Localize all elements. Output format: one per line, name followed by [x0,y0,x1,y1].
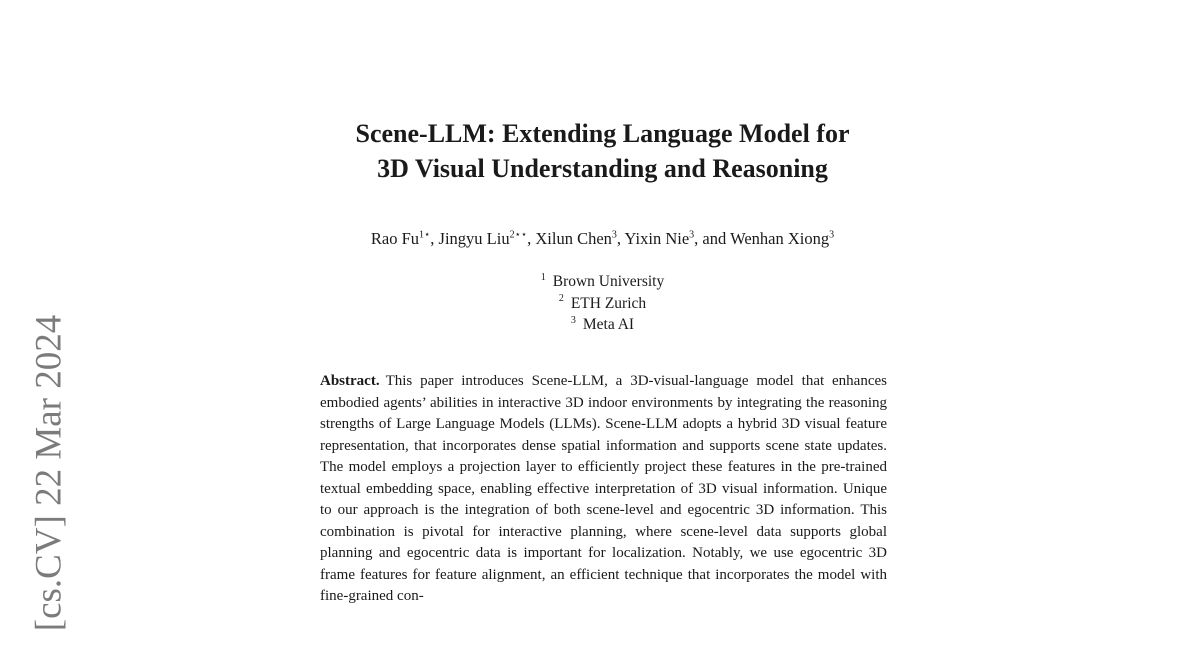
author-mark: 1⋆ [419,229,431,241]
author-name: Rao Fu [370,229,420,248]
author-name: Wenhan Xiong [730,229,830,248]
affiliation-name: ETH Zurich [570,294,647,312]
paper-title [240,116,965,186]
author-name: Xilun Chen [535,229,612,248]
title-line-2: 3D Visual Understanding and Reasoning [377,154,828,183]
author-mark: 3 [611,229,617,241]
author-name: Jingyu Liu [438,229,510,248]
affiliation-list [240,271,965,336]
abstract [320,371,887,608]
affiliation-name: Brown University [552,273,665,290]
affiliation-item [240,271,965,293]
arxiv-sidebar-stamp [27,300,71,645]
author-list [240,229,965,249]
author-mark: 3 [829,229,835,241]
affiliation-mark: 3 [570,314,576,326]
title-line-1: Scene-LLM: Extending Language Model for [355,119,850,148]
affiliation-mark: 2 [558,293,564,305]
author-separator: , [616,229,625,248]
abstract-label: Abstract. [320,373,380,389]
arxiv-stamp-text: [cs.CV] 22 Mar 2024 [28,314,70,631]
author-mark: 2⋆⋆ [509,229,528,241]
affiliation-mark: 1 [540,271,546,283]
affiliation-item [240,293,965,315]
abstract-body: This paper introduces Scene-LLM, a 3D-visual-language model that enhances embodied agents’ abilities in interactive 3D indoor environments by integrating the reasoning strengths of Large Language Models (LLMs). Scene-LLM adopts a hybrid 3D visual feature representation, that incorporates dense spatial information and supports scene state updates. The model employs a projection layer to efficiently project these features in the pre-trained textual embedding space, enabling effective interpretation of 3D visual information. Unique to our approach is the integration of both scene-level and egocentric 3D information. This combination is pivotal for interactive planning, where scene-level data supports global planning and egocentric data is important for localization. Notably, we use egocentric 3D frame features for feature alignment, an efficient technique that incorporates the model with fine-grained con- [320,373,887,604]
author-separator: , [430,229,439,248]
affiliation-name: Meta AI [582,316,635,333]
author-separator: , [527,229,536,248]
author-name: Yixin Nie [624,229,690,248]
affiliation-item [240,314,965,336]
author-separator: , and [694,229,731,248]
author-mark: 3 [689,229,695,241]
